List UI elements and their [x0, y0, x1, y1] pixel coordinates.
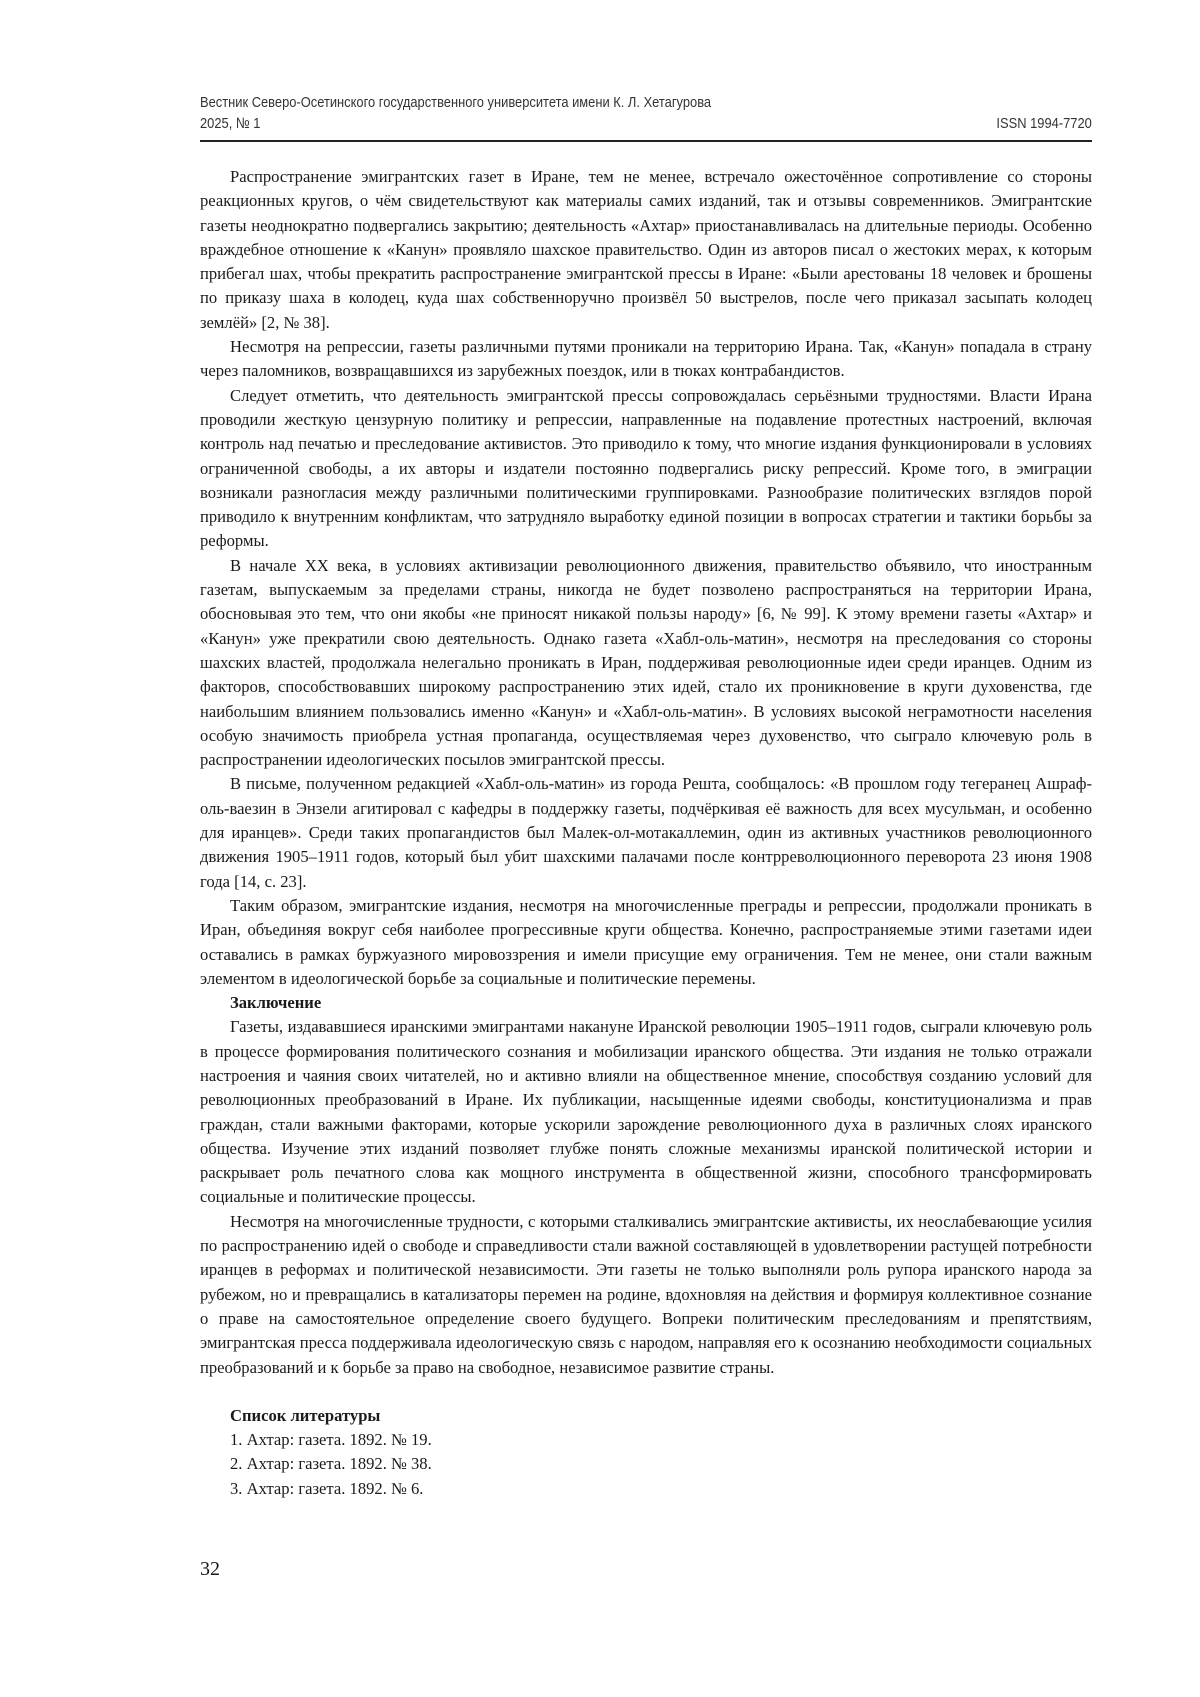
reference-item: 3. Ахтар: газета. 1892. № 6. [230, 1478, 424, 1498]
running-header [200, 92, 1092, 134]
reference-item: 2. Ахтар: газета. 1892. № 38. [230, 1454, 432, 1474]
references-list [200, 1428, 1092, 1501]
page-number: 32 [200, 1558, 220, 1580]
paragraph: Несмотря на репрессии, газеты различными путями проникали на территорию Ирана. Так, «Канун» попадала в страну через паломников, возвращавшихся из зарубежных поездок, или в тюках контрабандистов. [200, 337, 1092, 381]
paragraph: Таким образом, эмигрантские издания, несмотря на многочисленные преграды и репрессии, продолжали проникать в Иран, объединяя вокруг себя наиболее прогрессивные круги общества. Конечно, распространяемые этими газетами идеи оставались в рамках буржуазного мировоззрения и имели присущие ему ограничения. Тем не менее, они стали важным элементом в идеологической борьбе за социальные и политические перемены. [200, 895, 1092, 988]
article-body [200, 165, 1092, 1501]
conclusion-paragraph: Газеты, издававшиеся иранскими эмигрантами накануне Иранской революции 1905–1911 годов, сыграли ключевую роль в процессе формирования политического сознания и мобилизации иранского общества. Эти издания не только отражали настроения и чаяния своих читателей, но и активно влияли на общественное мнение, способствуя созданию условий для революционных преобразований в Иране. Их публикации, насыщенные идеями свободы, конституционализма и прав граждан, стали важными факторами, которые ускорили зарождение революционного духа в различных слоях иранского общества. Изучение этих изданий позволяет глубже понять сложные механизмы иранской политической истории и раскрывает роль печатного слова как мощного инструмента в общественной жизни, способного трансформировать социальные и политические процессы. [200, 1017, 1092, 1207]
conclusion-heading: Заключение [230, 993, 322, 1013]
paragraph: В начале XX века, в условиях активизации революционного движения, правительство объявило, что иностранным газетам, выпускаемым за пределами страны, никогда не будет позволено распространяться на территории Ирана, обосновывая это тем, что они якобы «не приносят никакой пользы народу» [6, № 99]. К этому времени газеты «Ахтар» и «Канун» уже прекратили свою деятельность. Однако газета «Хабл-оль-матин», несмотря на преследования со стороны шахских властей, продолжала нелегально проникать в Иран, поддерживая революционные идеи среди иранцев. Одним из факторов, способствовавших широкому распространению этих идей, стало их проникновение в круги духовенства, где наибольшим влиянием пользовались именно «Канун» и «Хабл-оль-матин». В условиях высокой неграмотности населения особую значимость приобрела устная пропаганда, осуществляемая через духовенство, что сыграло ключевую роль в распространении идеологических посылов эмигрантской прессы. [200, 555, 1092, 770]
journal-title: Вестник Северо-Осетинского государственного университета имени К. Л. Хетагурова [200, 94, 712, 111]
conclusion-paragraph: Несмотря на многочисленные трудности, с которыми сталкивались эмигрантские активисты, их неослабевающие усилия по распространению идей о свободе и справедливости стали важной составляющей в удовлетворении растущей потребности иранцев в реформах и политической независимости. Эти газеты не только выполняли роль рупора иранского народа за рубежом, но и превращались в катализаторы перемен на родине, вдохновляя на действия и формируя коллективное сознание о праве на самостоятельное определение своего будущего. Вопреки политическим преследованиям и препятствиям, эмигрантская пресса поддерживала идеологическую связь с народом, направляя его к осознанию необходимости социальных преобразований и к борьбе за право на свободное, независимое развитие страны. [200, 1211, 1092, 1377]
reference-item: 1. Ахтар: газета. 1892. № 19. [230, 1430, 432, 1450]
paragraph: Распространение эмигрантских газет в Иране, тем не менее, встречало ожесточённое сопротивление со стороны реакционных кругов, о чём свидетельствуют как материалы самих изданий, так и отзывы современников. Эмигрантские газеты неоднократно подвергались закрытию; деятельность «Ахтар» приостанавливалась на длительные периоды. Особенно враждебное отношение к «Канун» проявляло шахское правительство. Один из авторов писал о жестоких мерах, к которым прибегал шах, чтобы прекратить распространение эмигрантской прессы в Иране: «Были арестованы 18 человек и брошены по приказу шаха в колодец, куда шах собственноручно произвёл 50 выстрелов, после чего приказал засыпать колодец землёй» [2, № 38]. [200, 167, 1092, 332]
paragraph: Следует отметить, что деятельность эмигрантской прессы сопровождалась серьёзными трудностями. Власти Ирана проводили жесткую цензурную политику и репрессии, направленные на подавление протестных настроений, включая контроль над печатью и преследование активистов. Это приводило к тому, что многие издания функционировали в условиях ограниченной свободы, а их авторы и издатели постоянно подвергались риску репрессий. Кроме того, в эмиграции возникали разногласия между различными политическими группировками. Разнообразие политических взглядов порой приводило к внутренним конфликтам, что затрудняло выработку единой позиции в вопросах стратегии и тактики борьбы за реформы. [200, 385, 1092, 551]
issn: ISSN 1994-7720 [996, 115, 1092, 132]
references-section [200, 1404, 1092, 1501]
header-rule [200, 140, 1092, 142]
header-issue-row [200, 113, 1092, 134]
issue-number: 2025, № 1 [200, 115, 261, 132]
references-heading: Список литературы [230, 1405, 381, 1425]
paragraph: В письме, полученном редакцией «Хабл-оль-матин» из города Решта, сообщалось: «В прошлом году тегеранец Ашраф-оль-ваезин в Энзели агитировал с кафедры в поддержку газеты, подчёркивая её важность для всех мусульман, и особенно для иранцев». Среди таких пропагандистов был Малек-ол-мотакаллемин, один из активных участников революционного движения 1905–1911 годов, который был убит шахскими палачами после контрреволюционного переворота 23 июня 1908 года [14, с. 23]. [200, 774, 1092, 891]
